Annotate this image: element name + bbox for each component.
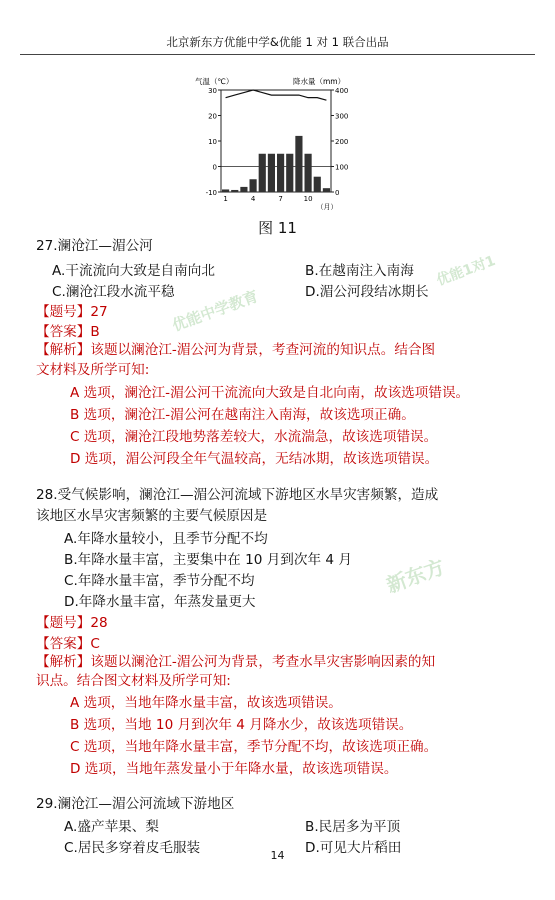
q28-option-c: C.年降水量丰富，季节分配不均	[64, 573, 255, 589]
y-left-axis-label: 气温（℃）	[195, 77, 234, 86]
precip-bar	[250, 179, 257, 192]
q27-answer-tag: 【答案】B	[36, 324, 100, 340]
q28-option-a: A.年降水量较小，且季节分配不均	[64, 531, 268, 547]
figure-caption: 图 11	[258, 219, 297, 237]
q27-exp-a: A 选项，澜沧江-湄公河干流流向大致是自北向南，故该选项错误。	[70, 385, 470, 401]
header-divider	[20, 54, 535, 55]
q28-exp-d: D 选项，当地年蒸发量小于年降水量，故该选项错误。	[70, 761, 398, 777]
q28-stem-line1: 28.受气候影响，澜沧江—湄公河流域下游地区水旱灾害频繁，造成	[36, 487, 439, 503]
y-left-tick-label: 20	[208, 112, 217, 121]
q27-option-a: A.干流流向大致是自南向北	[52, 263, 215, 279]
temperature-line	[226, 90, 327, 100]
q28-exp-text: 该题以澜沧江-湄公河为背景，考查水旱灾害影响因素的知	[90, 654, 436, 670]
q28-exp-a: A 选项，当地年降水量丰富，故该选项错误。	[70, 695, 342, 711]
precip-bar	[259, 154, 266, 192]
q28-option-b: B.年降水量丰富，主要集中在 10 月到次年 4 月	[64, 552, 352, 568]
q28-option-d: D.年降水量丰富，年蒸发量更大	[64, 594, 256, 610]
precip-bar	[286, 154, 293, 192]
q29-stem: 29.澜沧江—湄公河流域下游地区	[36, 796, 235, 812]
watermark-1v1: 优能1对1	[434, 252, 498, 289]
precip-bar	[295, 136, 302, 192]
page-header: 北京新东方优能中学&优能 1 对 1 联合出品	[166, 35, 389, 49]
y-left-tick-label: -10	[205, 189, 217, 197]
climate-chart-svg	[193, 74, 359, 212]
x-axis-unit: （月）	[316, 203, 338, 211]
q27-option-d: D.湄公河段结冰期长	[305, 284, 429, 300]
q28-explanation	[36, 652, 536, 672]
q28-exp-text2: 识点。结合图文材料及所学可知:	[36, 673, 231, 689]
q27-exp-d: D 选项，湄公河段全年气温较高，无结冰期，故该选项错误。	[70, 451, 439, 467]
q29-option-c: C.居民多穿着皮毛服装	[64, 840, 201, 856]
y-right-tick-label: 0	[335, 189, 340, 197]
q28-exp-c: C 选项，当地年降水量丰富，季节分配不均，故该选项正确。	[70, 739, 438, 755]
y-left-tick-label: 10	[208, 138, 217, 146]
q28-stem-line2: 该地区水旱灾害频繁的主要气候原因是	[36, 508, 268, 524]
precip-bar	[277, 154, 284, 192]
q27-exp-b: B 选项，澜沧江-湄公河在越南注入南海，故该选项正确。	[70, 407, 415, 423]
q27-exp-label: 【解析】	[36, 342, 91, 358]
y-right-tick-label: 300	[335, 112, 349, 121]
x-tick-label: 10	[303, 195, 313, 203]
q27-exp-c: C 选项，澜沧江段地势落差较大，水流湍急，故该选项错误。	[70, 429, 438, 445]
q29-option-d: D.可见大片稻田	[305, 840, 402, 856]
x-tick-label: 1	[223, 195, 228, 203]
q27-exp-text: 该题以澜沧江-湄公河为背景，考查河流的知识点。结合图	[90, 342, 436, 358]
y-left-tick-label: 30	[208, 87, 217, 95]
q27-number-tag: 【题号】27	[36, 304, 108, 320]
page-number: 14	[270, 849, 285, 862]
precip-bar	[231, 190, 238, 192]
x-tick-label: 4	[250, 195, 256, 203]
x-tick-label: 7	[278, 195, 283, 203]
y-right-axis-label: 降水量（mm）	[293, 77, 346, 86]
q29-option-a: A.盛产苹果、梨	[64, 819, 159, 835]
y-right-tick-label: 100	[335, 163, 349, 172]
watermark-youneng: 优能中学教育	[169, 287, 261, 335]
precip-bar	[268, 154, 275, 192]
precip-bar	[240, 187, 247, 192]
q27-option-b: B.在越南注入南海	[305, 263, 414, 279]
q28-number-tag: 【题号】28	[36, 615, 108, 631]
y-right-tick-label: 200	[335, 138, 349, 146]
q27-option-c: C.澜沧江段水流平稳	[52, 284, 175, 300]
y-left-tick-label: 0	[212, 163, 217, 172]
watermark-xdf: 新东方	[383, 554, 448, 598]
y-right-tick-label: 400	[335, 87, 349, 95]
precip-bar	[323, 188, 330, 192]
q27-exp-text2: 文材料及所学可知:	[36, 362, 150, 378]
q27-explanation	[36, 340, 536, 360]
q29-option-b: B.民居多为平顶	[305, 819, 401, 835]
climate-chart	[193, 74, 359, 212]
q28-answer-tag: 【答案】C	[36, 636, 100, 652]
q27-stem: 27.澜沧江—湄公河	[36, 238, 153, 254]
precip-bar	[222, 189, 229, 192]
precip-bar	[305, 154, 312, 192]
precip-bar	[314, 177, 321, 192]
q28-exp-label: 【解析】	[36, 654, 91, 670]
q28-exp-b: B 选项，当地 10 月到次年 4 月降水少，故该选项错误。	[70, 717, 413, 733]
